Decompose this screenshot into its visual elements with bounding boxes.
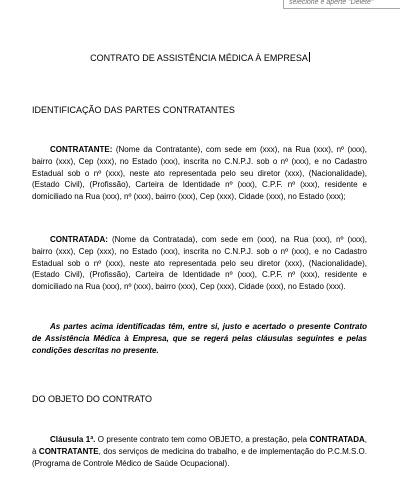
document-title-text: CONTRATO DE ASSISTÊNCIA MÉDICA À EMPRESA [90,53,308,63]
contratada-paragraph [32,234,367,293]
contratante-text: (Nome da Contratante), com sede em (xxx), na Rua (xxx), nº (xxx), bairro (xxx), Cep (xxx), no Estado (xxx), inscrita no C.N.P.J. sob o nº (xxx), e no Cadastro Estadual sob o nº (xxx), neste ato representada pelo seu diretor (xxx), (Nacionalidade), (Estado Civil), (Profissão), Carteira de Identidade nº (xxx), C.P.F. nº (xxx), residente e domiciliado na Rua (xxx), nº (xxx), bairro (xxx), Cep (xxx), Cidade (xxx), no Estado (xxx); [32,145,367,202]
clause-1-paragraph [32,434,367,469]
contratada-label: CONTRATADA: [50,235,108,244]
delete-hint-box [283,0,400,9]
clause-1-contratada: CONTRATADA [309,435,365,444]
parties-heading: IDENTIFICAÇÃO DAS PARTES CONTRATANTES [32,105,235,115]
contratada-text: (Nome da Contratada), com sede em (xxx), na Rua (xxx), nº (xxx), bairro (xxx), Cep (xxx), no Estado (xxx), inscrita no C.N.P.J. sob o nº (xxx), e no Cadastro Estadual sob o nº (xxx), neste ato representada pelo seu diretor (xxx), (Nacionalidade), (Estado Civil), (Profissão), Carteira de Identidade nº (xxx), C.P.F. nº (xxx), residente e domiciliado na Rua (xxx), nº (xxx), bairro (xxx), Cep (xxx), Cidade (xxx), no Estado (xxx). [32,235,367,292]
contratante-label: CONTRATANTE: [50,145,113,154]
agreement-paragraph: As partes acima identificadas têm, entre si, justo e acertado o presente Contrato de Assistência Médica à Empresa, que se regerá pelas cláusulas seguintes e pelas condições descritas no presente. [32,322,367,355]
delete-hint-text: selecione e aperte "Delete" [289,0,374,6]
clause-1-text-a: O presente contrato tem como OBJETO, a prestação, pela [95,435,310,444]
clause-1-text-c: , dos serviços de medicina do trabalho, e de implementação do P.C.M.S.O. (Programa de Controle Médico de Saúde Ocupacional). [32,446,368,468]
text-cursor [309,52,310,62]
document-title[interactable] [0,52,400,63]
contratante-paragraph [32,144,367,203]
clause-1-label: Cláusula 1ª. [50,435,96,444]
object-heading: DO OBJETO DO CONTRATO [32,394,153,404]
clause-1-text-b: , à [32,435,367,456]
clause-1-contratante: CONTRATANTE [38,446,99,456]
